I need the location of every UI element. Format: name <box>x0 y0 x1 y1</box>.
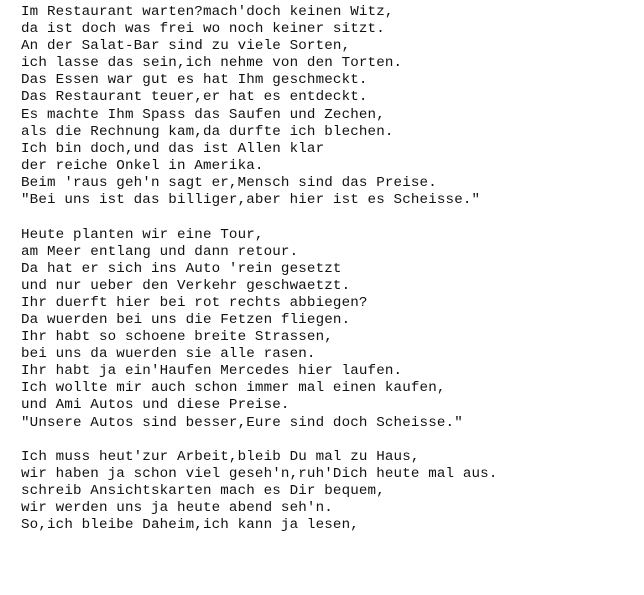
text-line: der reiche Onkel in Amerika. <box>21 157 264 174</box>
stanza-1 <box>21 4 636 209</box>
text-line: Ich bin doch,und das ist Allen klar <box>21 140 325 157</box>
text-line: wir werden uns ja heute abend seh'n. <box>21 500 333 517</box>
text-line: Ihr habt so schoene breite Strassen, <box>21 329 333 346</box>
text-line: Das Essen war gut es hat Ihm geschmeckt. <box>21 72 368 89</box>
text-line: und Ami Autos und diese Preise. <box>21 397 290 414</box>
text-line: Ihr habt ja ein'Haufen Mercedes hier laufen. <box>21 363 403 380</box>
text-line: "Bei uns ist das billiger,aber hier ist es Scheisse." <box>21 192 481 209</box>
text-line: ich lasse das sein,ich nehme von den Torten. <box>21 55 403 72</box>
text-line: als die Rechnung kam,da durfte ich blechen. <box>21 123 394 140</box>
text-line: Im Restaurant warten?mach'doch keinen Witz, <box>21 4 394 20</box>
text-line: schreib Ansichtskarten mach es Dir bequem, <box>21 483 385 500</box>
text-line: Ihr duerft hier bei rot rechts abbiegen? <box>21 294 368 311</box>
text-line: da ist doch was frei wo noch keiner sitzt. <box>21 21 385 38</box>
text-line: und nur ueber den Verkehr geschwaetzt. <box>21 277 351 294</box>
stanza-3 <box>21 449 636 534</box>
poem-text <box>21 4 636 552</box>
text-line: Das Restaurant teuer,er hat es entdeckt. <box>21 89 368 106</box>
text-line: Beim 'raus geh'n sagt er,Mensch sind das Preise. <box>21 174 437 191</box>
stanza-2 <box>21 227 636 432</box>
text-line: am Meer entlang und dann retour. <box>21 243 299 260</box>
text-line: An der Salat-Bar sind zu viele Sorten, <box>21 38 351 55</box>
text-line: Da wuerden bei uns die Fetzen fliegen. <box>21 311 351 328</box>
text-line: Heute planten wir eine Tour, <box>21 226 264 243</box>
text-line: Ich wollte mir auch schon immer mal einen kaufen, <box>21 380 446 397</box>
text-line: Da hat er sich ins Auto 'rein gesetzt <box>21 260 342 277</box>
text-line: So,ich bleibe Daheim,ich kann ja lesen, <box>21 517 359 534</box>
text-line: "Unsere Autos sind besser,Eure sind doch Scheisse." <box>21 414 463 431</box>
text-line: Es machte Ihm Spass das Saufen und Zechen, <box>21 106 385 123</box>
text-line: wir haben ja schon viel geseh'n,ruh'Dich heute mal aus. <box>21 466 498 483</box>
text-line: bei uns da wuerden sie alle rasen. <box>21 346 316 363</box>
text-line: Ich muss heut'zur Arbeit,bleib Du mal zu Haus, <box>21 449 420 466</box>
